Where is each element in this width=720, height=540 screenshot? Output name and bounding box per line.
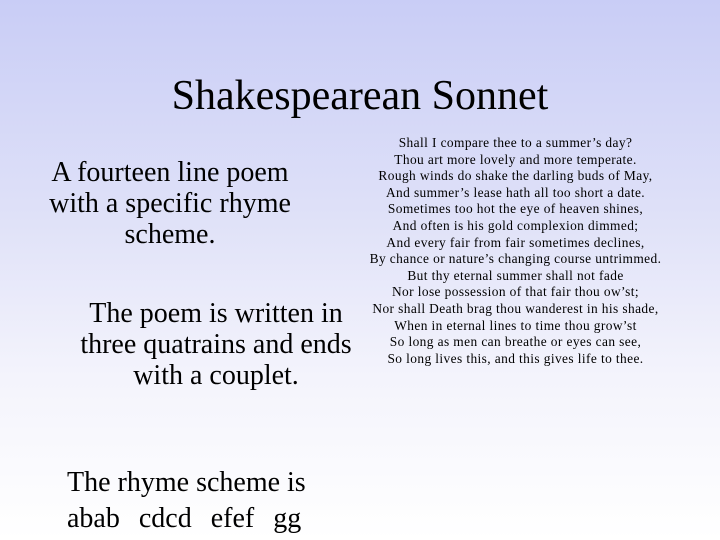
- sonnet-line: And summer’s lease hath all too short a date.: [385, 184, 646, 200]
- sonnet-line: And often is his gold complexion dimmed;: [392, 217, 639, 233]
- sonnet-line: Nor lose possession of that fair thou ow’st;: [391, 284, 640, 300]
- slide-title: Shakespearean Sonnet: [171, 73, 549, 119]
- sonnet-line: Sometimes too hot the eye of heaven shines,: [387, 201, 644, 217]
- rhyme-scheme-label: The rhyme scheme is: [67, 467, 306, 498]
- sonnet-text: [368, 135, 663, 367]
- sonnet-line: And every fair from fair sometimes declines,: [386, 234, 645, 250]
- description-paragraph: A fourteen line poem with a specific rhyme scheme.: [49, 157, 291, 250]
- sonnet-line: So long as men can breathe or eyes can see,: [389, 334, 642, 350]
- sonnet-line: When in eternal lines to time thou grow’st: [394, 317, 637, 333]
- rhyme-scheme-value: abab cdcd efef gg: [67, 503, 302, 534]
- sonnet-line: Rough winds do shake the darling buds of May,: [378, 168, 653, 184]
- sonnet-line: Thou art more lovely and more temperate.: [394, 151, 637, 167]
- sonnet-line: So long lives this, and this gives life to thee.: [387, 350, 644, 366]
- sonnet-line: Nor shall Death brag thou wanderest in his shade,: [372, 300, 659, 316]
- sonnet-line: Shall I compare thee to a summer’s day?: [398, 135, 633, 150]
- rhyme-scheme-block: [67, 465, 367, 537]
- structure-paragraph: The poem is written in three quatrains and ends with a couplet.: [80, 298, 352, 391]
- sonnet-line: But thy eternal summer shall not fade: [407, 267, 624, 283]
- sonnet-line: By chance or nature’s changing course untrimmed.: [369, 251, 662, 267]
